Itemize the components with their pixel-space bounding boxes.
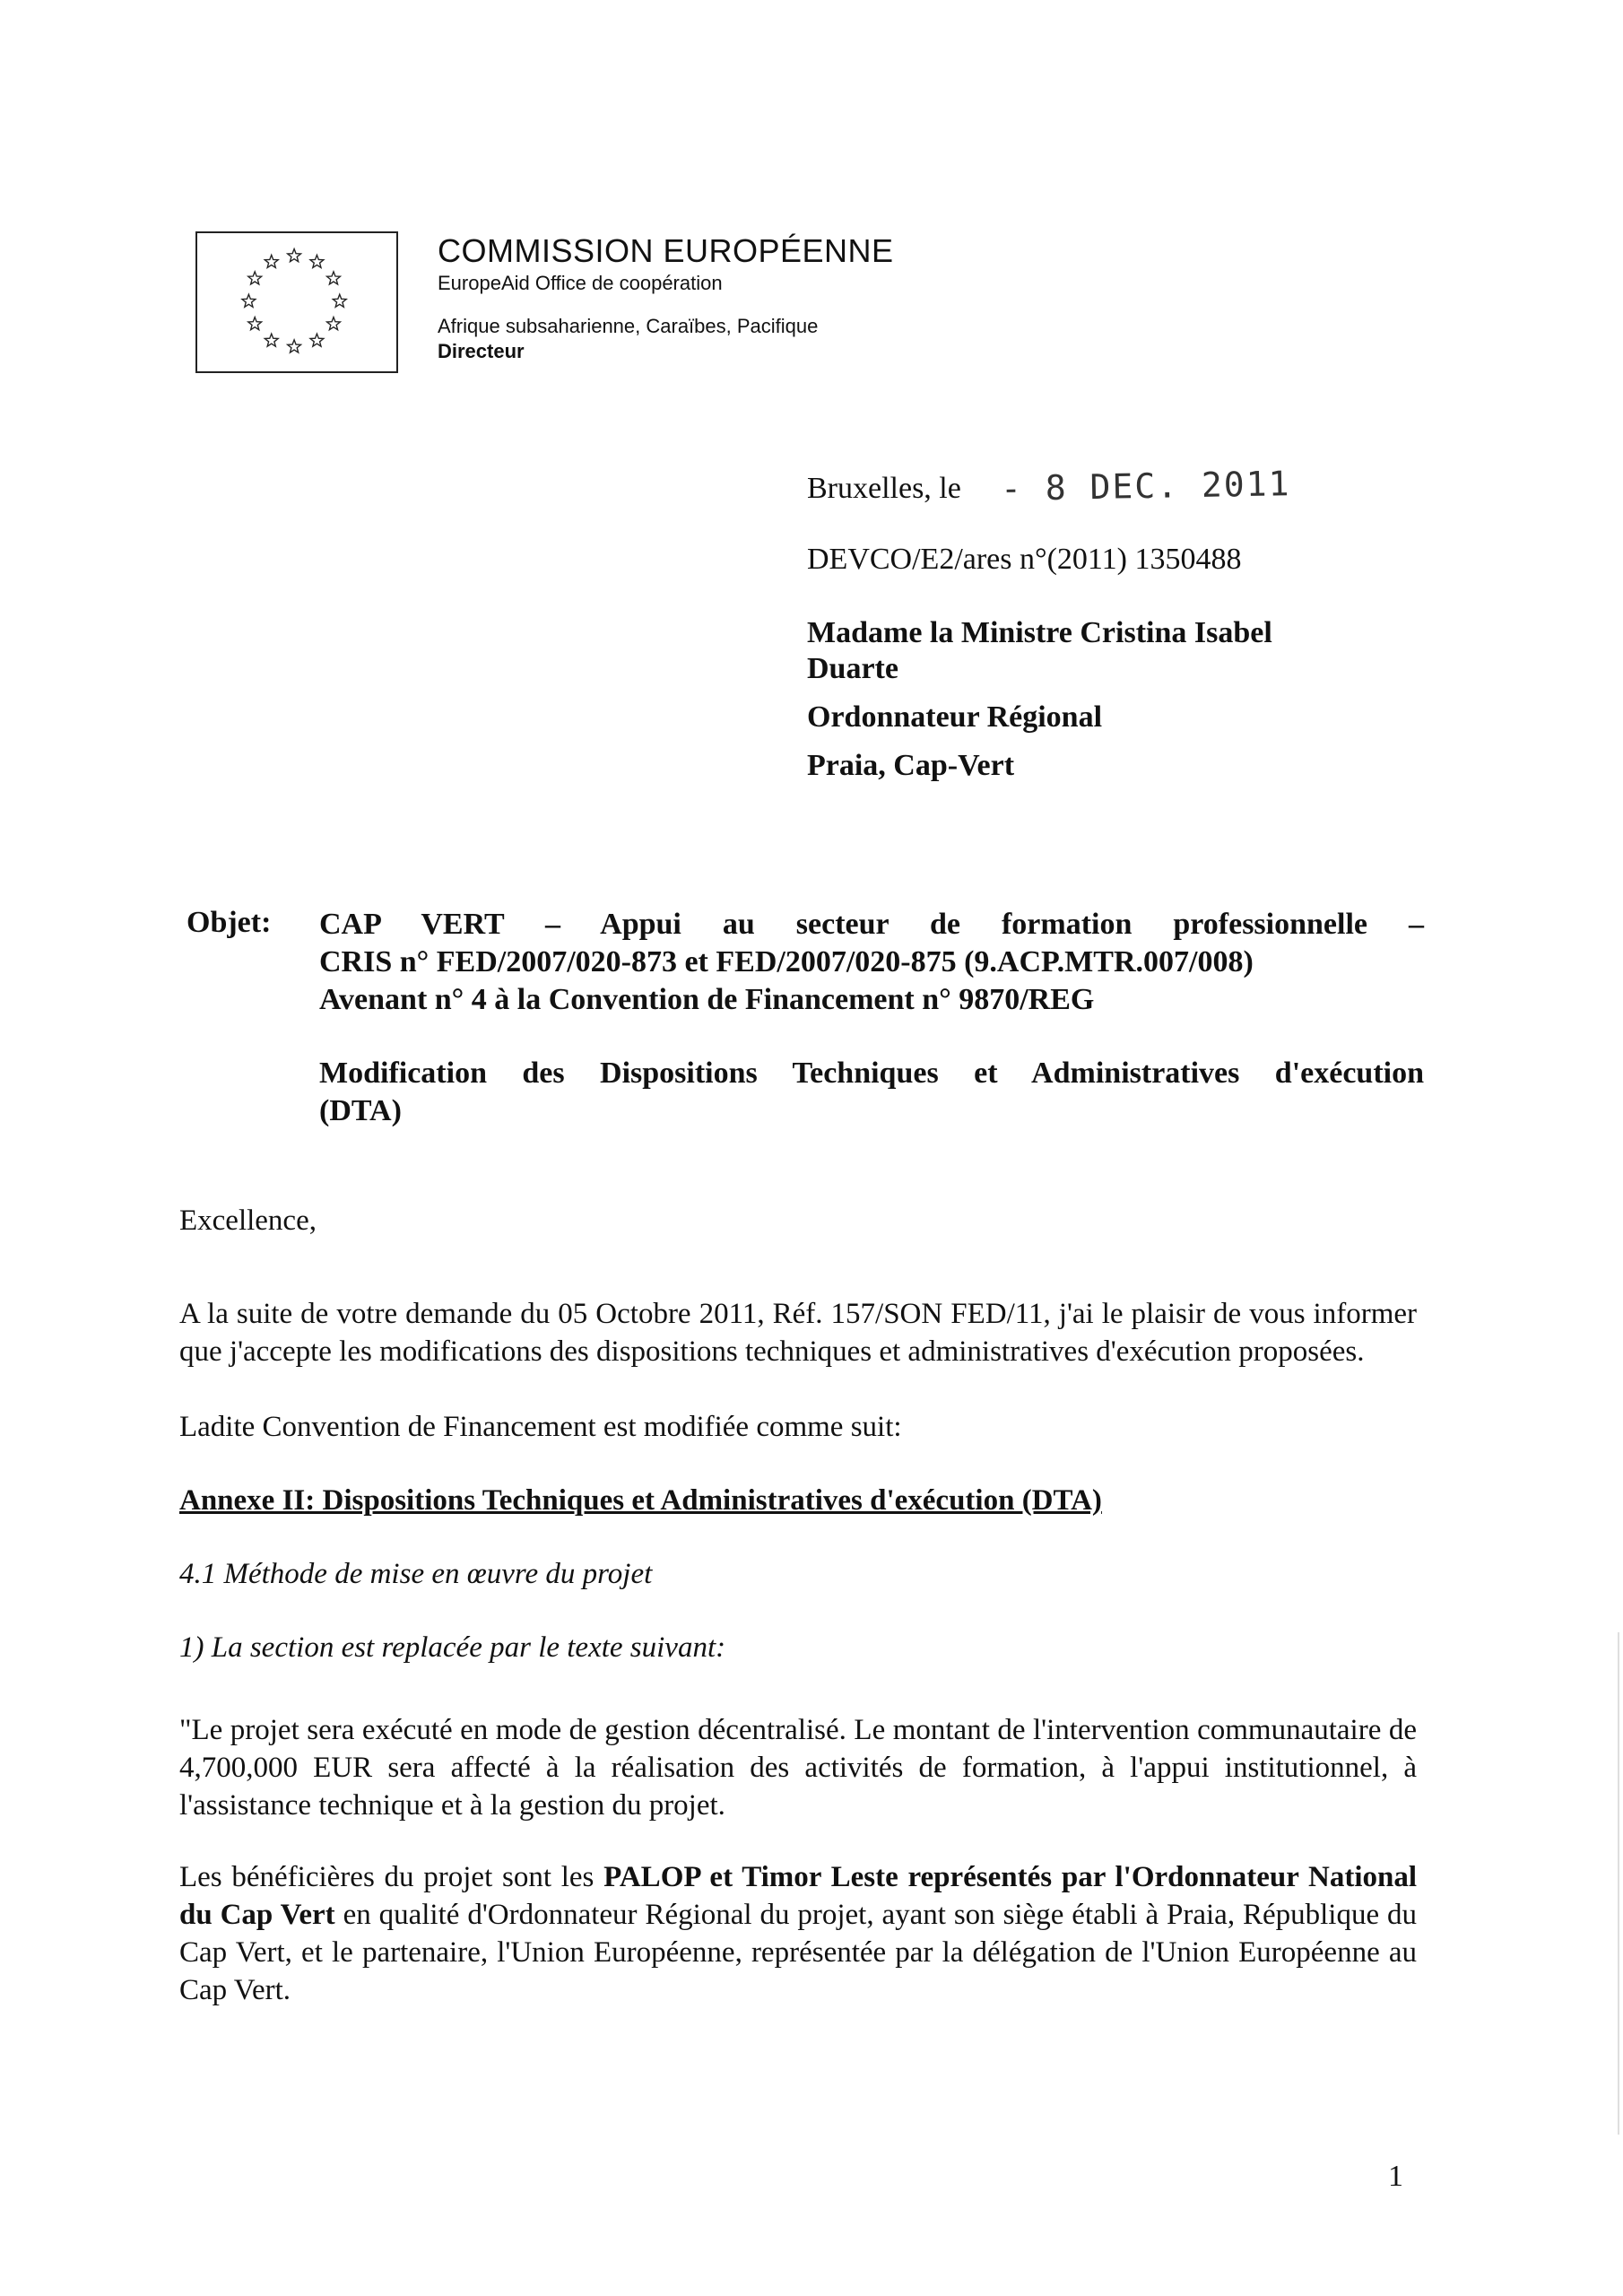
eu-star-icon bbox=[288, 340, 301, 352]
eu-star-icon bbox=[333, 294, 346, 307]
salutation: Excellence, bbox=[179, 1205, 317, 1237]
modification-line-2: (DTA) bbox=[319, 1094, 402, 1127]
eu-star-icon bbox=[327, 317, 341, 330]
paragraph-beneficiaries bbox=[179, 1858, 1417, 2009]
beneficiaries-bold: PALOP et Timor Leste représentés par l'Ordonnateur National du Cap Vert bbox=[179, 1861, 1418, 1931]
date-line bbox=[807, 466, 1453, 520]
subject-line-3: Avenant n° 4 à la Convention de Financement n° 9870/REG bbox=[319, 983, 1095, 1016]
region-name: Afrique subsaharienne, Caraïbes, Pacifique bbox=[438, 315, 819, 337]
eu-star-icon bbox=[248, 317, 262, 330]
eu-star-icon bbox=[265, 255, 278, 267]
date-stamp: - 8 DEC. 2011 bbox=[1000, 464, 1291, 509]
place-text: Bruxelles, le bbox=[807, 472, 961, 505]
office-name: EuropeAid Office de coopération bbox=[438, 272, 723, 294]
eu-star-icon bbox=[327, 272, 341, 284]
paragraph-modified: Ladite Convention de Financement est modifiée comme suit: bbox=[179, 1411, 902, 1443]
paragraph-project-execution: "Le projet sera exécuté en mode de gestion décentralisé. Le montant de l'intervention communautaire de 4,700,000 EUR sera affecté à la réalisation des activités de formation, à l'appui institutionnel, à l'assistance technique et à la gestion du projet. bbox=[179, 1714, 1417, 1822]
eu-star-icon bbox=[310, 255, 324, 267]
paragraph-request: A la suite de votre demande du 05 Octobre 2011, Réf. 157/SON FED/11, j'ai le plaisir de vous informer que j'accepte les modifications des dispositions techniques et administratives d'exécution proposées. bbox=[179, 1298, 1417, 1368]
letter-body bbox=[179, 1202, 1417, 2009]
letter-meta bbox=[807, 466, 1453, 784]
role-name: Directeur bbox=[438, 340, 525, 362]
eu-flag-logo bbox=[195, 231, 398, 373]
org-title: COMMISSION EUROPÉENNE bbox=[438, 232, 894, 269]
addressee-name: Madame la Ministre Cristina Isabel Duarte bbox=[807, 616, 1272, 685]
eu-star-icon bbox=[242, 294, 256, 307]
eu-star-icon bbox=[265, 334, 278, 346]
beneficiaries-rest: en qualité d'Ordonnateur Régional du projet, ayant son siège établi à Praia, République du Cap Vert, et le partenaire, l'Union Européenne, représentée par la délégation de l'Union Européenne au Cap Vert. bbox=[179, 1899, 1418, 2006]
addressee-block bbox=[807, 615, 1453, 784]
page-number: 1 bbox=[1388, 2160, 1403, 2193]
subject-line-2: CRIS n° FED/2007/020-873 et FED/2007/020-875 (9.ACP.MTR.007/008) bbox=[319, 945, 1254, 978]
section-heading: 4.1 Méthode de mise en œuvre du projet bbox=[179, 1558, 653, 1590]
subject-label: Objet: bbox=[187, 906, 272, 939]
scan-edge bbox=[1618, 1632, 1619, 2135]
subject-body bbox=[319, 906, 1424, 1130]
reference-number: DEVCO/E2/ares n°(2011) 1350488 bbox=[807, 543, 1242, 576]
addressee-location: Praia, Cap-Vert bbox=[807, 749, 1015, 782]
header-block bbox=[438, 231, 894, 364]
subject-line-1: CAP VERT – Appui au secteur de formation professionnelle – bbox=[319, 908, 1424, 941]
addressee-title: Ordonnateur Régional bbox=[807, 700, 1103, 734]
beneficiaries-intro: Les bénéficières du projet sont les bbox=[179, 1861, 595, 1893]
eu-stars-icon bbox=[197, 233, 396, 371]
eu-star-icon bbox=[248, 272, 262, 284]
eu-star-icon bbox=[288, 249, 301, 262]
modification-line-1: Modification des Dispositions Techniques et Administratives d'exécution bbox=[319, 1057, 1424, 1090]
eu-star-icon bbox=[310, 334, 324, 346]
section-note: 1) La section est replacée par le texte suivant: bbox=[179, 1631, 726, 1664]
annex-title: Annexe II: Dispositions Techniques et Administratives d'exécution (DTA) bbox=[179, 1484, 1102, 1517]
